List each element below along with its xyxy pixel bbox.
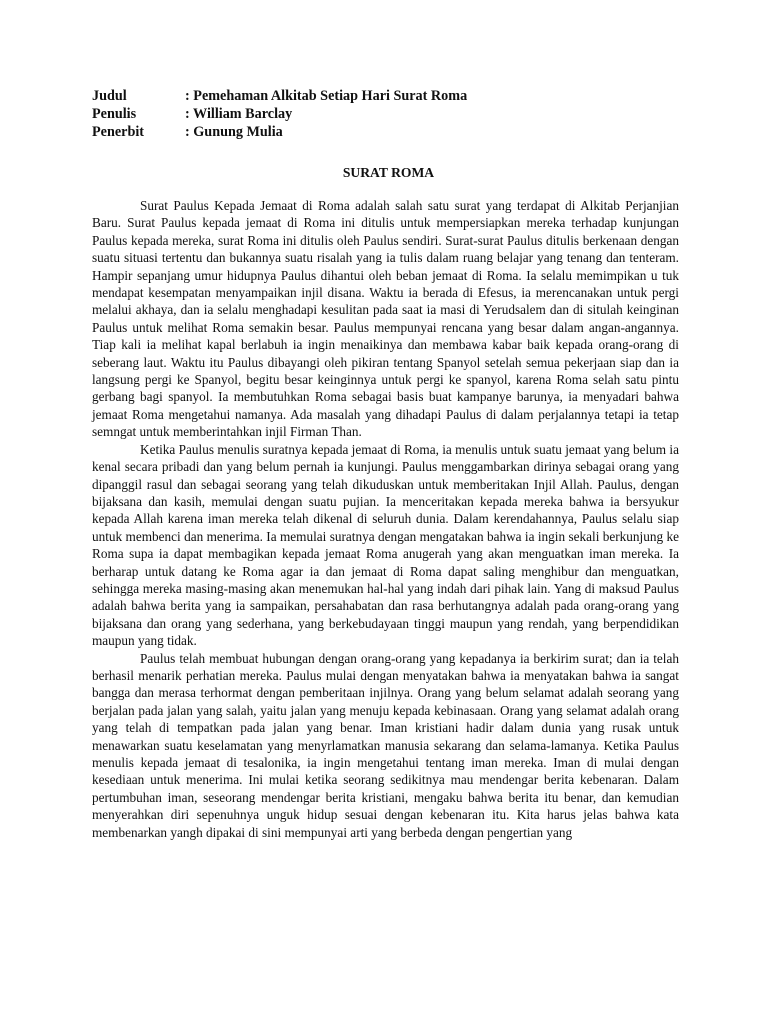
book-info-value: : Pemehaman Alkitab Setiap Hari Surat Roma [185, 88, 468, 104]
book-info-value: : William Barclay [185, 106, 293, 122]
document-page [92, 87, 679, 841]
book-info-publisher-row [92, 123, 679, 141]
book-info-label: Penerbit [92, 124, 145, 140]
book-info [92, 87, 679, 141]
page-title: SURAT ROMA [342, 165, 435, 180]
book-info-title-row [92, 87, 679, 105]
book-info-author-row [92, 105, 679, 123]
paragraph: Ketika Paulus menulis suratnya kepada jemaat di Roma, ia menulis untuk suatu jemaat yang belum ia kenal secara pribadi dan yang belum pernah ia kunjungi. Paulus menggambarkan dirinya sebagai orang yang dipanggil rasul dan sebagai seorang yang telah dikuduskan untuk memberitakan Injil Allah. Paulus, dengan bijaksana dan kasih, memulai dengan suatu pujian. Ia menceritakan kepada mereka bahwa ia bersyukur kepada Allah karena iman mereka telah dikenal di seluruh dunia. Dalam kerendahannya, Paulus selalu siap untuk membenci dan menerima. Ia memulai suratnya dengan mengatakan bahwa ia ingin sekali berkunjung ke Roma supa ia dapat membagikan kepada jemaat Roma anugerah yang akan menguatkan iman mereka. Ia berharap untuk datang ke Roma agar ia dan jemaat di Roma dapat saling menghibur dan menguatkan, sehingga mereka masing-masing akan menemukan hal-hal yang indah dari pihak lain. Yang di maksud Paulus adalah bahwa berita yang ia sampaikan, persahabatan dan rasa berhutangnya adalah pada orang-orang yang bijaksana dan orang yang sederhana, yang berkebudayaan tinggi maupun yang rendah, yang berpendidikan maupun yang tidak. [92, 441, 679, 649]
book-info-label: Penulis [92, 106, 137, 122]
document-body [92, 197, 679, 841]
paragraph: Paulus telah membuat hubungan dengan orang-orang yang kepadanya ia berkirim surat; dan ia telah berhasil menarik perhatian mereka. Paulus mulai dengan menyatakan bahwa ia menyatakan bahwa ia sangat bangga dan merasa terhormat dengan pemberitaan injilnya. Orang yang belum selamat adalah seorang yang berjalan pada jalan yang salah, yaitu jalan yang menuju kepada kebinasaan. Orang yang selamat adalah orang yang telah di tempatkan pada jalan yang benar. Iman kristiani hadir dalam dunia yang rusak untuk menawarkan suatu keselamatan yang menyrlamatkan manusia sekarang dan selama-lamanya. Ketika Paulus menulis kepada jemaat di tesalonika, ia ingin mengetahui tentang iman mereka. Iman di mulai dengan kesediaan untuk menerima. Ini mulai ketika seorang sedikitnya mau mendengar berita kebenaran. Dalam pertumbuhan iman, seseorang mendengar berita kristiani, mengaku bahwa berita itu benar, dan kemudian menyerahkan diri sepenuhnya unguk hidup sesuai dengan kebenaran itu. Kita harus jelas bahwa kata membenarkan yangh dipakai di sini mempunyai arti yang berbeda dengan pengertian yang [92, 650, 679, 840]
book-info-label: Judul [92, 88, 127, 104]
book-info-value: : Gunung Mulia [185, 124, 283, 140]
paragraph: Surat Paulus Kepada Jemaat di Roma adalah salah satu surat yang terdapat di Alkitab Perjanjian Baru. Surat Paulus kepada jemaat di Roma ini ditulis untuk mempersiapkan mereka terhadap kunjungan Paulus kepada mereka, surat Roma ini ditulis oleh Paulus sendiri. Surat-surat Paulus ditulis berkenaan dengan suatu situasi tertentu dan bukannya suatu risalah yang ia tulis dalam ruang belajar yang tenang dan tenteram. Hampir sepanjang umur hidupnya Paulus dihantui oleh beban jemaat di Roma. Ia selalu memimpikan u tuk mendapat kesempatan menyampaikan injil disana. Waktu ia berada di Efesus, ia merencanakan untuk pergi melalui akhaya, dan ia selalu menghadapi kesulitan pada saat ia masi di Yerudsalem dan di situlah keinginan Paulus untuk melihat Roma semakin besar. Paulus mempunyai rencana yang besar dalam angan-angannya. Tiap kali ia melihat kapal berlabuh ia ingin menaikinya dan membawa kabar baik kepada orang-orang di seberang laut. Waktu itu Paulus dibayangi oleh pikiran tentang Spanyol setelah semua pekerjaan siap dan ia langsung pergi ke Spanyol, begitu besar keinginnya untuk pergi ke spanyol, karena Roma selah satu pintu gerbang bagi spanyol. Ia membutuhkan Roma sebagai basis buat kampanye barunya, ia menyadari bahwa jemaat Roma mengetahui namanya. Ada masalah yang dihadapi Paulus di dalam perjalannya tetapi ia tetap semngat untuk memberintahkan injil Firman Than. [92, 198, 679, 440]
